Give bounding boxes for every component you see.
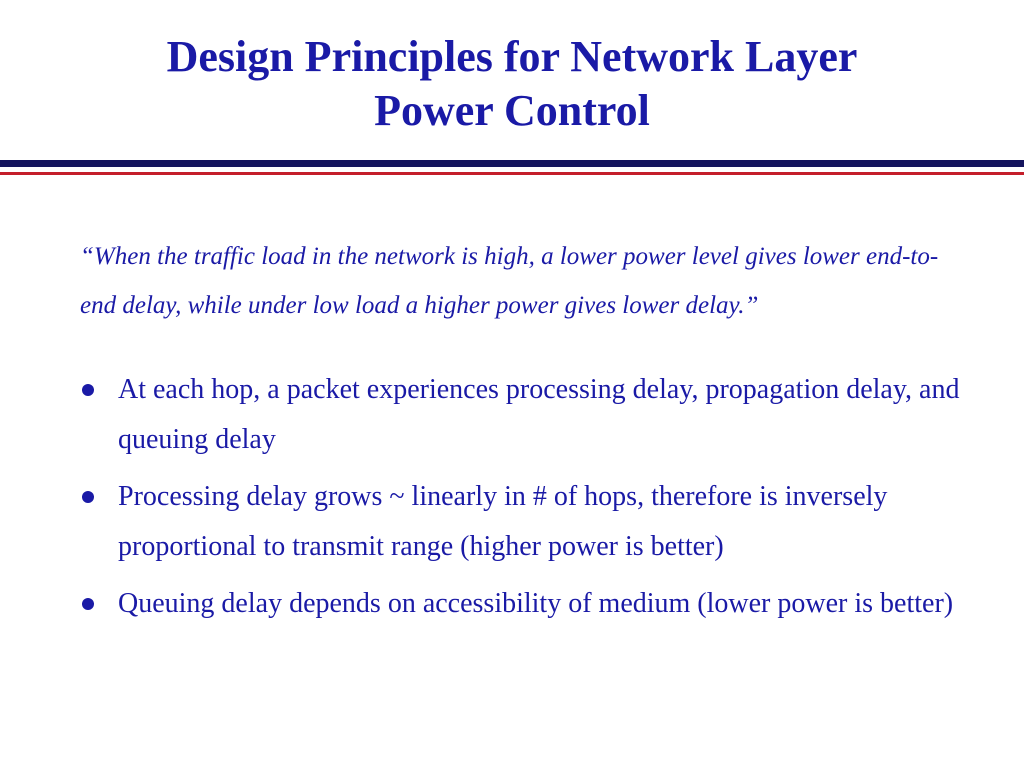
title-divider-navy xyxy=(0,160,1024,167)
bullet-text: Processing delay grows ~ linearly in # of hops, therefore is inversely proportional to transmit range (higher power is better) xyxy=(118,481,888,562)
bullet-text: At each hop, a packet experiences processing delay, propagation delay, and queuing delay xyxy=(118,374,960,455)
bullet-dot-icon xyxy=(82,598,94,610)
bullet-dot-icon xyxy=(82,491,94,503)
slide-title-line-1: Design Principles for Network Layer xyxy=(166,32,858,81)
bullet-item xyxy=(78,365,978,465)
title-divider-red xyxy=(0,172,1024,175)
bullet-text: Queuing delay depends on accessibility of medium (lower power is better) xyxy=(118,588,954,619)
bullet-list xyxy=(78,365,978,636)
slide-title xyxy=(0,30,1024,138)
bullet-dot-icon xyxy=(82,384,94,396)
slide-title-line-2: Power Control xyxy=(374,86,650,135)
bullet-item xyxy=(78,579,978,629)
quote-text: “When the traffic load in the network is high, a lower power level gives lower end-to-end delay, while under low load a higher power gives lower delay.” xyxy=(80,243,939,319)
bullet-item xyxy=(78,472,978,572)
